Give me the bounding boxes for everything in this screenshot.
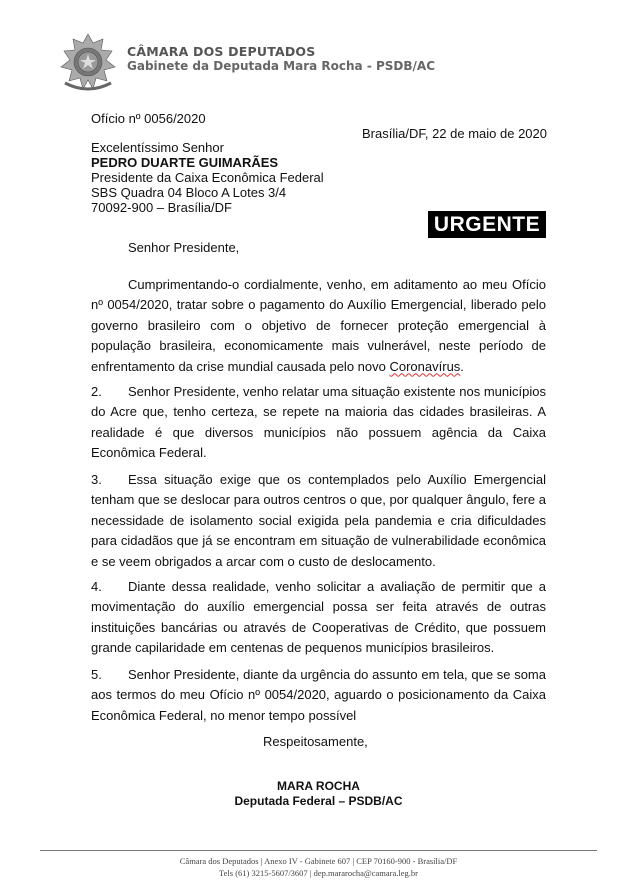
paragraph-1-text: Cumprimentando-o cordialmente, venho, em aditamento ao meu Ofício nº 0054/2020, tratar sobre o pagamento do Auxílio Emergencial, liberado pelo governo brasileiro com o objetivo de fornecer proteção emergencial à população brasileira, economicamente mais vulnerável, neste período de enfrentamento da crise mundial causada pelo novo <box>91 277 546 374</box>
footer-address: Câmara dos Deputados | Anexo IV - Gabinete 607 | CEP 70160-900 - Brasília/DF <box>179 856 458 866</box>
recipient-address: SBS Quadra 04 Bloco A Lotes 3/4 <box>91 185 287 200</box>
paragraph-2 <box>91 382 546 464</box>
paragraph-5 <box>91 665 546 726</box>
paragraph-5-number: 5. <box>91 667 102 682</box>
paragraph-3 <box>91 470 546 572</box>
recipient-salutation: Excelentíssimo Senhor <box>91 140 224 155</box>
footer-divider <box>40 850 597 851</box>
letter-date: Brasília/DF, 22 de maio de 2020 <box>362 126 547 141</box>
footer-contact: Tels (61) 3215-5607/3607 | dep.mararocha@camara.leg.br <box>219 868 418 878</box>
recipient-role: Presidente da Caixa Econômica Federal <box>91 170 324 185</box>
recipient-name: PEDRO DUARTE GUIMARÃES <box>91 155 279 170</box>
letterhead-title: CÂMARA DOS DEPUTADOS <box>127 44 316 59</box>
paragraph-3-text: Essa situação exige que os contemplados pelo Auxílio Emergencial tenham que se deslocar para outros centros o que, por qualquer ângulo, fere a necessidade de isolamento social exigida pela pandemia e cria dificuldades para cidadãos que já se encontram em situação de vulnerabilidade econômica e se veem obrigados a arcar com o custo de deslocamento. <box>91 472 546 569</box>
paragraph-5-text: Senhor Presidente, diante da urgência do assunto em tela, que se soma aos termos do meu Ofício nº 0054/2020, aguardo o posicionamento da Caixa Econômica Federal, no menor tempo possível <box>91 667 546 723</box>
letterhead-subtitle: Gabinete da Deputada Mara Rocha - PSDB/AC <box>127 59 436 73</box>
greeting: Senhor Presidente, <box>128 240 240 255</box>
paragraph-2-text: Senhor Presidente, venho relatar uma situação existente nos municípios do Acre que, tenho certeza, se repete na maioria das cidades brasileiras. A realidade é que diversos municípios não possuem agência da Caixa Econômica Federal. <box>91 384 546 461</box>
reference-number: Ofício nº 0056/2020 <box>91 111 206 126</box>
paragraph-4-text: Diante dessa realidade, venho solicitar a avaliação de permitir que a movimentação do auxílio emergencial possa ser feita através de outras instituições bancárias ou através de Cooperativas de Crédito, que possuem grande capilaridade em centenas de pequenos municípios brasileiros. <box>91 579 546 656</box>
paragraph-4 <box>91 577 546 659</box>
paragraph-3-number: 3. <box>91 472 102 487</box>
paragraph-4-number: 4. <box>91 579 102 594</box>
signature-title: Deputada Federal – PSDB/AC <box>234 794 403 808</box>
recipient-city: 70092-900 – Brasília/DF <box>91 200 232 215</box>
urgent-stamp: URGENTE <box>428 211 546 238</box>
coat-of-arms-emblem <box>57 33 119 95</box>
paragraph-2-number: 2. <box>91 384 102 399</box>
closing: Respeitosamente, <box>263 734 368 749</box>
spellcheck-word: Coronavírus <box>389 358 461 374</box>
paragraph-1: Cumprimentando-o cordialmente, venho, em aditamento ao meu Ofício nº 0054/2020, tratar sobre o pagamento do Auxílio Emergencial, liberado pelo governo brasileiro com o objetivo de fornecer proteção emergencial à população brasileira, economicamente mais vulnerável, neste período de enfrentamento da crise mundial causada pelo novo Coronavírus. <box>91 277 546 374</box>
signature-name: MARA ROCHA <box>277 779 360 793</box>
